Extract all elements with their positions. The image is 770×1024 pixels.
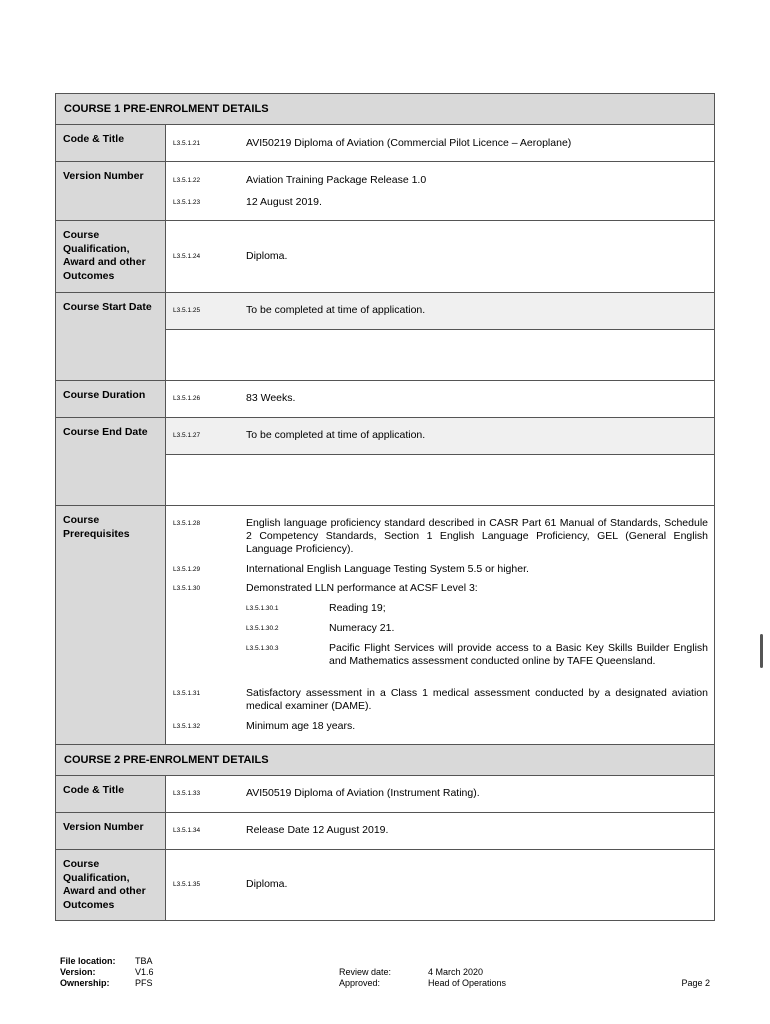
course1-code-title-text: AVI50219 Diploma of Aviation (Commercial Pilot Licence – Aeroplane) (246, 137, 572, 149)
course1-qualification-row (56, 221, 714, 293)
course1-end-date-label: Course End Date (56, 418, 166, 505)
clause-code: L3.5.1.34 (173, 827, 201, 834)
prereq-ielts: International English Language Testing System 5.5 or higher. (246, 563, 529, 575)
course2-qualification-label: Course Qualification, Award and other Outcomes (56, 850, 166, 920)
scrollbar-thumb[interactable] (760, 634, 763, 668)
course2-version-text: Release Date 12 August 2019. (246, 824, 389, 836)
course1-prerequisites-row (56, 506, 714, 745)
course2-version-row (56, 813, 714, 850)
clause-code: L3.5.1.31 (173, 690, 201, 697)
footer-version: V1.6 (135, 967, 154, 977)
sub-clause-code: L3.5.1.30.1 (246, 605, 279, 612)
prereq-english-standard: English language proficiency standard described in CASR Part 61 Manual of Standards, Schedule 2 Competency Standards, Section 1 English Language Proficiency, GEL (General English Language Proficiency). (246, 517, 708, 555)
prereq-age: Minimum age 18 years. (246, 720, 356, 732)
footer-file-location: TBA (135, 956, 153, 966)
clause-code: L3.5.1.23 (173, 199, 201, 206)
course1-duration-row (56, 381, 714, 418)
footer-version-label: Version: (60, 967, 96, 977)
clause-code: L3.5.1.28 (173, 520, 201, 527)
pre-enrolment-table (55, 93, 715, 921)
course1-version-date: 12 August 2019. (246, 196, 322, 208)
footer-review-date: 4 March 2020 (428, 967, 484, 977)
clause-code: L3.5.1.26 (173, 395, 201, 402)
course1-start-date-text: To be completed at time of application. (246, 304, 426, 316)
course1-qualification-label: Course Qualification, Award and other Outcomes (56, 221, 166, 292)
clause-code: L3.5.1.24 (173, 253, 201, 260)
course1-start-date-row (56, 293, 714, 381)
prereq-lln: Demonstrated LLN performance at ACSF Level 3: (246, 582, 478, 594)
footer-file-location-label: File location: (60, 956, 116, 966)
course2-code-title-row (56, 776, 714, 813)
course1-duration-text: 83 Weeks. (246, 392, 296, 404)
course2-version-label: Version Number (56, 813, 166, 849)
course1-code-title-row (56, 125, 714, 162)
clause-code: L3.5.1.35 (173, 881, 201, 888)
clause-code: L3.5.1.27 (173, 432, 201, 439)
clause-code: L3.5.1.32 (173, 723, 201, 730)
clause-code: L3.5.1.30 (173, 585, 201, 592)
course2-qualification-row (56, 850, 714, 920)
course1-version-row (56, 162, 714, 221)
course1-end-date-row (56, 418, 714, 506)
course1-start-date-label: Course Start Date (56, 293, 166, 380)
clause-code: L3.5.1.25 (173, 307, 201, 314)
course1-header: COURSE 1 PRE-ENROLMENT DETAILS (56, 94, 714, 125)
sub-clause-code: L3.5.1.30.2 (246, 625, 279, 632)
course1-version-label: Version Number (56, 162, 166, 220)
footer-review-label: Review date: (339, 967, 392, 977)
course2-header: COURSE 2 PRE-ENROLMENT DETAILS (56, 745, 714, 776)
course1-prerequisites-label: Course Prerequisites (56, 506, 166, 744)
course2-qualification-text: Diploma. (246, 878, 288, 890)
course1-qualification-text: Diploma. (246, 250, 288, 262)
course1-end-date-text: To be completed at time of application. (246, 429, 426, 441)
clause-code: L3.5.1.29 (173, 566, 201, 573)
clause-code: L3.5.1.33 (173, 790, 201, 797)
footer-ownership-label: Ownership: (60, 978, 110, 988)
clause-code: L3.5.1.22 (173, 177, 201, 184)
page-number: Page 2 (681, 978, 710, 988)
prereq-numeracy: Numeracy 21. (329, 622, 395, 634)
prereq-reading: Reading 19; (329, 602, 386, 614)
prereq-key-skills: Pacific Flight Services will provide access to a Basic Key Skills Builder English and Mathematics assessment conducted online by TAFE Queensland. (329, 642, 708, 667)
footer-approved-label: Approved: (339, 978, 381, 988)
course1-duration-label: Course Duration (56, 381, 166, 417)
prereq-medical: Satisfactory assessment in a Class 1 medical assessment conducted by a designated aviation medical examiner (DAME). (246, 687, 708, 712)
course1-code-title-label: Code & Title (56, 125, 166, 161)
footer-approved: Head of Operations (428, 978, 507, 988)
sub-clause-code: L3.5.1.30.3 (246, 645, 279, 652)
course2-code-title-label: Code & Title (56, 776, 166, 812)
clause-code: L3.5.1.21 (173, 140, 201, 147)
course2-code-title-text: AVI50519 Diploma of Aviation (Instrument Rating). (246, 787, 480, 799)
footer-ownership: PFS (135, 978, 153, 988)
course1-version-text: Aviation Training Package Release 1.0 (246, 174, 427, 186)
